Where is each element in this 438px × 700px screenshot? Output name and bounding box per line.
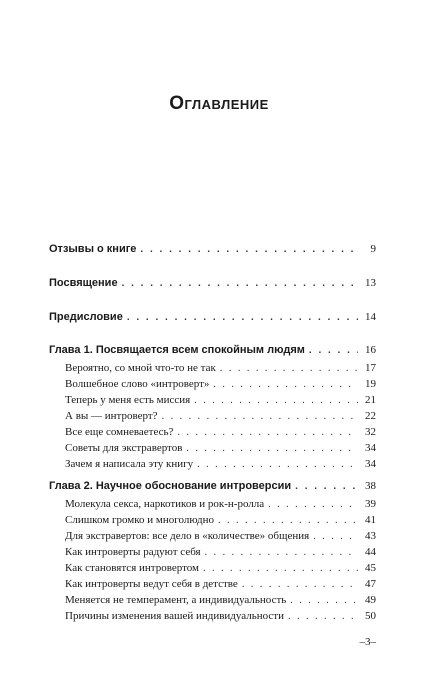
toc-entry-preface[interactable] bbox=[49, 311, 376, 329]
toc-entry-page: 45 bbox=[365, 562, 376, 574]
toc-entry-reviews[interactable] bbox=[49, 243, 376, 261]
toc-entry-label: Меняется не темперамент, а индивидуальность bbox=[65, 594, 287, 606]
toc-entry-label: Как интроверты радуют себя bbox=[65, 546, 201, 558]
page-title: Оглавление bbox=[169, 93, 269, 114]
toc-entry-page: 9 bbox=[370, 243, 376, 255]
toc-entry-page: 38 bbox=[365, 480, 376, 492]
toc-entry-page: 22 bbox=[365, 410, 376, 422]
toc-subentry[interactable] bbox=[65, 610, 376, 628]
toc-entry-label: А вы — интроверт? bbox=[65, 410, 158, 422]
toc-entry-label: Зачем я написала эту книгу bbox=[65, 458, 194, 470]
toc-entry-label: Посвящение bbox=[49, 277, 118, 289]
toc-entry-label: Отзывы о книге bbox=[49, 243, 137, 255]
toc-entry-label: Как становятся интровертом bbox=[65, 562, 199, 574]
toc-entry-label: Слишком громко и многолюдно bbox=[65, 514, 214, 526]
toc-entry-label: Глава 2. Научное обоснование интроверсии bbox=[49, 480, 292, 492]
toc-subentry[interactable] bbox=[65, 458, 376, 476]
leader-dots bbox=[197, 459, 358, 470]
toc-entry-page: 39 bbox=[365, 498, 376, 510]
leader-dots bbox=[313, 531, 358, 542]
toc-entry-dedication[interactable] bbox=[49, 277, 376, 295]
toc-entry-page: 34 bbox=[365, 442, 376, 454]
toc-entry-page: 34 bbox=[365, 458, 376, 470]
toc-entry-page: 41 bbox=[365, 514, 376, 526]
page-number: –3– bbox=[359, 636, 376, 648]
toc-entry-page: 13 bbox=[365, 277, 376, 289]
leader-dots bbox=[242, 579, 358, 590]
toc-entry-page: 47 bbox=[365, 578, 376, 590]
toc-entry-page: 43 bbox=[365, 530, 376, 542]
toc-chapter-2[interactable] bbox=[49, 480, 376, 498]
toc-entry-page: 19 bbox=[365, 378, 376, 390]
leader-dots bbox=[295, 481, 358, 492]
leader-dots bbox=[288, 611, 358, 622]
toc-entry-page: 44 bbox=[365, 546, 376, 558]
leader-dots bbox=[268, 499, 358, 510]
leader-dots bbox=[218, 515, 358, 526]
toc-chapter-1[interactable] bbox=[49, 344, 376, 362]
leader-dots bbox=[127, 312, 358, 323]
toc-entry-label: Советы для экстравертов bbox=[65, 442, 183, 454]
toc-entry-label: Все еще сомневаетесь? bbox=[65, 426, 174, 438]
toc-entry-page: 17 bbox=[365, 362, 376, 374]
toc-entry-page: 49 bbox=[365, 594, 376, 606]
leader-dots bbox=[162, 411, 358, 422]
leader-dots bbox=[186, 443, 358, 454]
toc-entry-page: 21 bbox=[365, 394, 376, 406]
toc-entry-label: Глава 1. Посвящается всем спокойным людям bbox=[49, 344, 305, 356]
toc-entry-label: Молекула секса, наркотиков и рок-н-ролла bbox=[65, 498, 265, 510]
toc-entry-label: Предисловие bbox=[49, 311, 123, 323]
toc-entry-label: Волшебное слово «интроверт» bbox=[65, 378, 210, 390]
toc-entry-label: Как интроверты ведут себя в детстве bbox=[65, 578, 238, 590]
toc-entry-page: 14 bbox=[365, 311, 376, 323]
toc-entry-label: Вероятно, со мной что-то не так bbox=[65, 362, 216, 374]
leader-dots bbox=[213, 379, 358, 390]
toc-entry-page: 16 bbox=[365, 344, 376, 356]
toc-entry-label: Теперь у меня есть миссия bbox=[65, 394, 191, 406]
toc-entry-page: 50 bbox=[365, 610, 376, 622]
leader-dots bbox=[140, 244, 358, 255]
toc-entry-label: Для экстравертов: все дело в «количестве» общения bbox=[65, 530, 310, 542]
leader-dots bbox=[177, 427, 358, 438]
leader-dots bbox=[205, 547, 358, 558]
leader-dots bbox=[309, 345, 358, 356]
toc-entry-page: 32 bbox=[365, 426, 376, 438]
leader-dots bbox=[220, 363, 358, 374]
leader-dots bbox=[194, 395, 358, 406]
leader-dots bbox=[290, 595, 358, 606]
leader-dots bbox=[122, 278, 358, 289]
toc-entry-label: Причины изменения вашей индивидуальности bbox=[65, 610, 284, 622]
leader-dots bbox=[203, 563, 358, 574]
